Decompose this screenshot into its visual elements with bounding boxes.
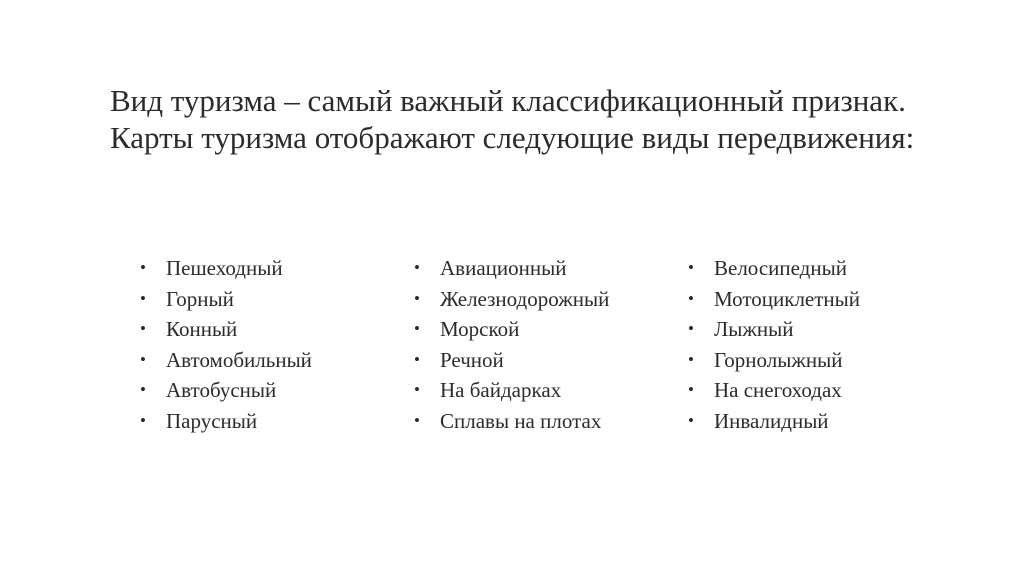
list-item-text: Мотоциклетный	[714, 286, 861, 311]
list-item-text: Парусный	[166, 408, 258, 433]
bullet-icon: •	[688, 258, 694, 277]
list-item-text: Горнолыжный	[714, 347, 843, 372]
list-item	[140, 314, 312, 345]
list-item	[140, 284, 312, 315]
list-item	[688, 345, 860, 376]
list-item-text: Железнодорожный	[440, 286, 610, 311]
list-item-text: Сплавы на плотах	[440, 408, 602, 433]
list-item-text: На байдарках	[440, 378, 562, 402]
bullet-icon: •	[688, 288, 694, 308]
bullet-icon: •	[140, 319, 146, 338]
bullet-icon: •	[140, 258, 146, 277]
list-item	[414, 314, 609, 345]
slide-heading: Вид туризма – самый важный классификационный признак. Карты туризма отображают следующие виды передвижения:	[110, 83, 915, 155]
list-item	[140, 406, 312, 437]
list-column-2	[414, 253, 609, 436]
list-item	[140, 345, 312, 376]
list-item	[140, 253, 312, 284]
list-item	[414, 406, 609, 437]
bullet-icon: •	[414, 410, 420, 430]
bullet-icon: •	[414, 258, 420, 277]
list-item-text: Автобусный	[166, 378, 277, 402]
list-item-text: Конный	[166, 317, 238, 341]
bullet-icon: •	[688, 380, 694, 399]
bullet-icon: •	[688, 349, 694, 369]
list-item	[688, 284, 860, 315]
list-item-text: Горный	[166, 286, 234, 311]
bullet-icon: •	[414, 380, 420, 399]
list-item	[414, 253, 609, 284]
list-item	[414, 284, 609, 315]
bullet-icon: •	[140, 349, 146, 369]
bullet-icon: •	[140, 288, 146, 308]
bullet-icon: •	[414, 319, 420, 338]
bullet-icon: •	[140, 380, 146, 399]
list-item-text: Лыжный	[714, 317, 794, 341]
list-item-text: Автомобильный	[166, 347, 312, 372]
list-item	[140, 375, 312, 406]
list-item	[414, 345, 609, 376]
bullet-icon: •	[414, 349, 420, 369]
bullet-icon: •	[414, 288, 420, 308]
list-item-text: На снегоходах	[714, 378, 842, 402]
list-item	[688, 406, 860, 437]
list-item	[688, 375, 860, 406]
list-item-text: Морской	[440, 317, 520, 341]
list-column-1	[140, 253, 312, 436]
list-item-text: Пешеходный	[166, 256, 283, 280]
list-column-3	[688, 253, 860, 436]
list-item-text: Авиационный	[440, 256, 567, 280]
list-item-text: Инвалидный	[714, 408, 829, 433]
list-item	[688, 314, 860, 345]
list-item-text: Речной	[440, 347, 504, 372]
bullet-icon: •	[688, 410, 694, 430]
bullet-icon: •	[688, 319, 694, 338]
list-item	[688, 253, 860, 284]
bullet-icon: •	[140, 410, 146, 430]
list-item-text: Велосипедный	[714, 256, 847, 280]
list-item	[414, 375, 609, 406]
